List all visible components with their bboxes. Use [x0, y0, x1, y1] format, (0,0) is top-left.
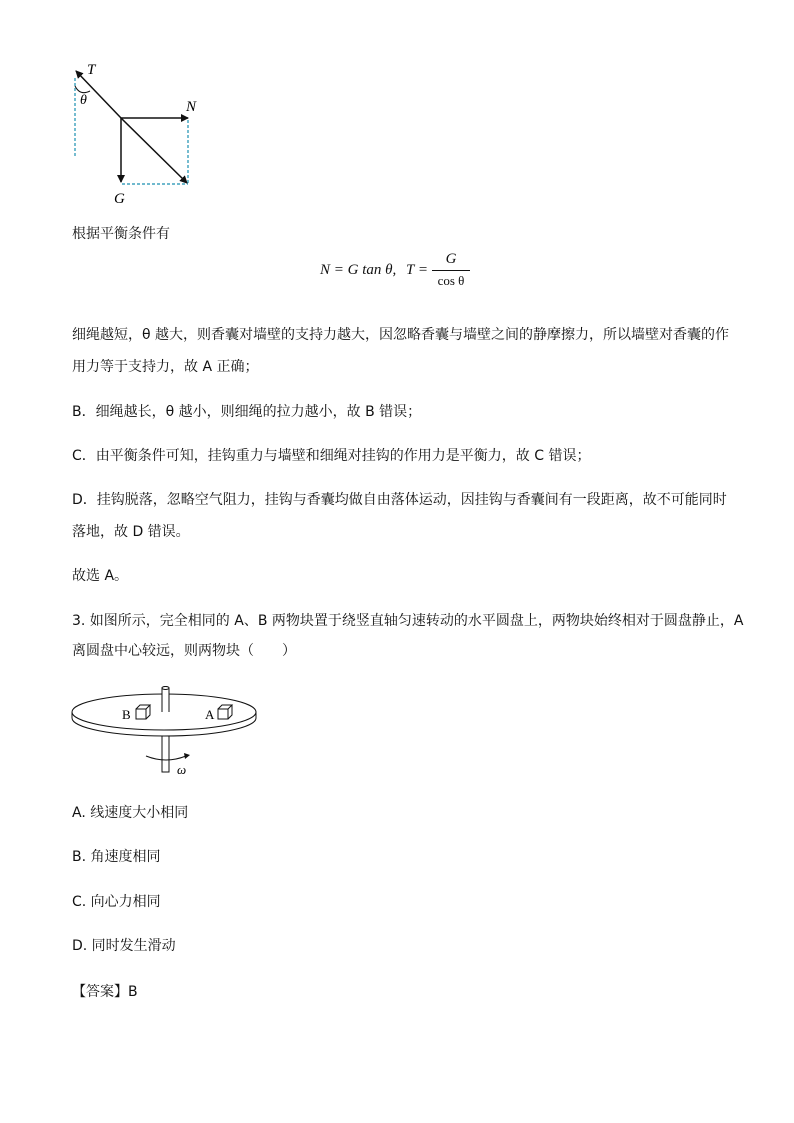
fraction-numerator: G: [445, 251, 457, 267]
answer-tag: 【答案】: [72, 984, 128, 1000]
fraction-denominator: cos θ: [437, 273, 465, 288]
formula-right-lhs: T =: [406, 262, 428, 278]
answer-value: B: [128, 984, 138, 1000]
analysis-a-line2: 用力等于支持力，故 A 正确；: [72, 359, 259, 375]
formula-fraction: [432, 250, 470, 289]
label-T: T: [87, 62, 96, 78]
analysis-d-line2: 落地，故 D 错误。: [72, 524, 190, 540]
equilibrium-formula: [320, 251, 465, 288]
answer-line: [72, 982, 138, 1002]
label-omega: ω: [177, 762, 187, 777]
label-theta: θ: [80, 93, 87, 108]
fraction-bar: [432, 270, 470, 271]
rotating-disc-diagram: [66, 684, 262, 780]
formula-left: N = G tan θ,: [320, 262, 397, 278]
label-B: B: [122, 707, 131, 722]
question3-line2: 离圆盘中心较远，则两物块（ ）: [72, 643, 296, 659]
option-c: C. 向心力相同: [72, 894, 161, 910]
theta-arc: [75, 86, 90, 93]
analysis-conclusion: 故选 A。: [72, 568, 129, 584]
analysis-d-line1: D．挂钩脱落，忽略空气阻力，挂钩与香囊均做自由落体运动，因挂钩与香囊间有一段距离，故不可能同时: [72, 492, 727, 508]
axle-top: [162, 687, 169, 690]
analysis-c: C．由平衡条件可知，挂钩重力与墙壁和细绳对挂钩的作用力是平衡力，故 C 错误；: [72, 448, 591, 464]
axle-upper: [162, 687, 169, 713]
analysis-b: B．细绳越长，θ 越小，则细绳的拉力越小，故 B 错误；: [72, 404, 422, 420]
label-A: A: [205, 707, 215, 722]
force-diagram: [60, 58, 210, 210]
option-a: A. 线速度大小相同: [72, 805, 189, 821]
axle-lower: [162, 734, 169, 772]
resultant-arrow: [121, 118, 187, 183]
rotation-arrowhead: [184, 753, 190, 759]
analysis-a-line1: 细绳越短，θ 越大，则香囊对墙壁的支持力越大，因忽略香囊与墙壁之间的静摩擦力，所以墙壁对香囊的作: [72, 327, 730, 343]
question3-line1: 3. 如图所示，完全相同的 A、B 两物块置于绕竖直轴匀速转动的水平圆盘上，两物块始终相对于圆盘静止，A: [72, 613, 744, 629]
label-N: N: [186, 99, 197, 115]
label-G: G: [114, 191, 125, 207]
option-b: B. 角速度相同: [72, 849, 161, 865]
option-d: D. 同时发生滑动: [72, 938, 176, 954]
intro-text: 根据平衡条件有: [72, 226, 170, 242]
